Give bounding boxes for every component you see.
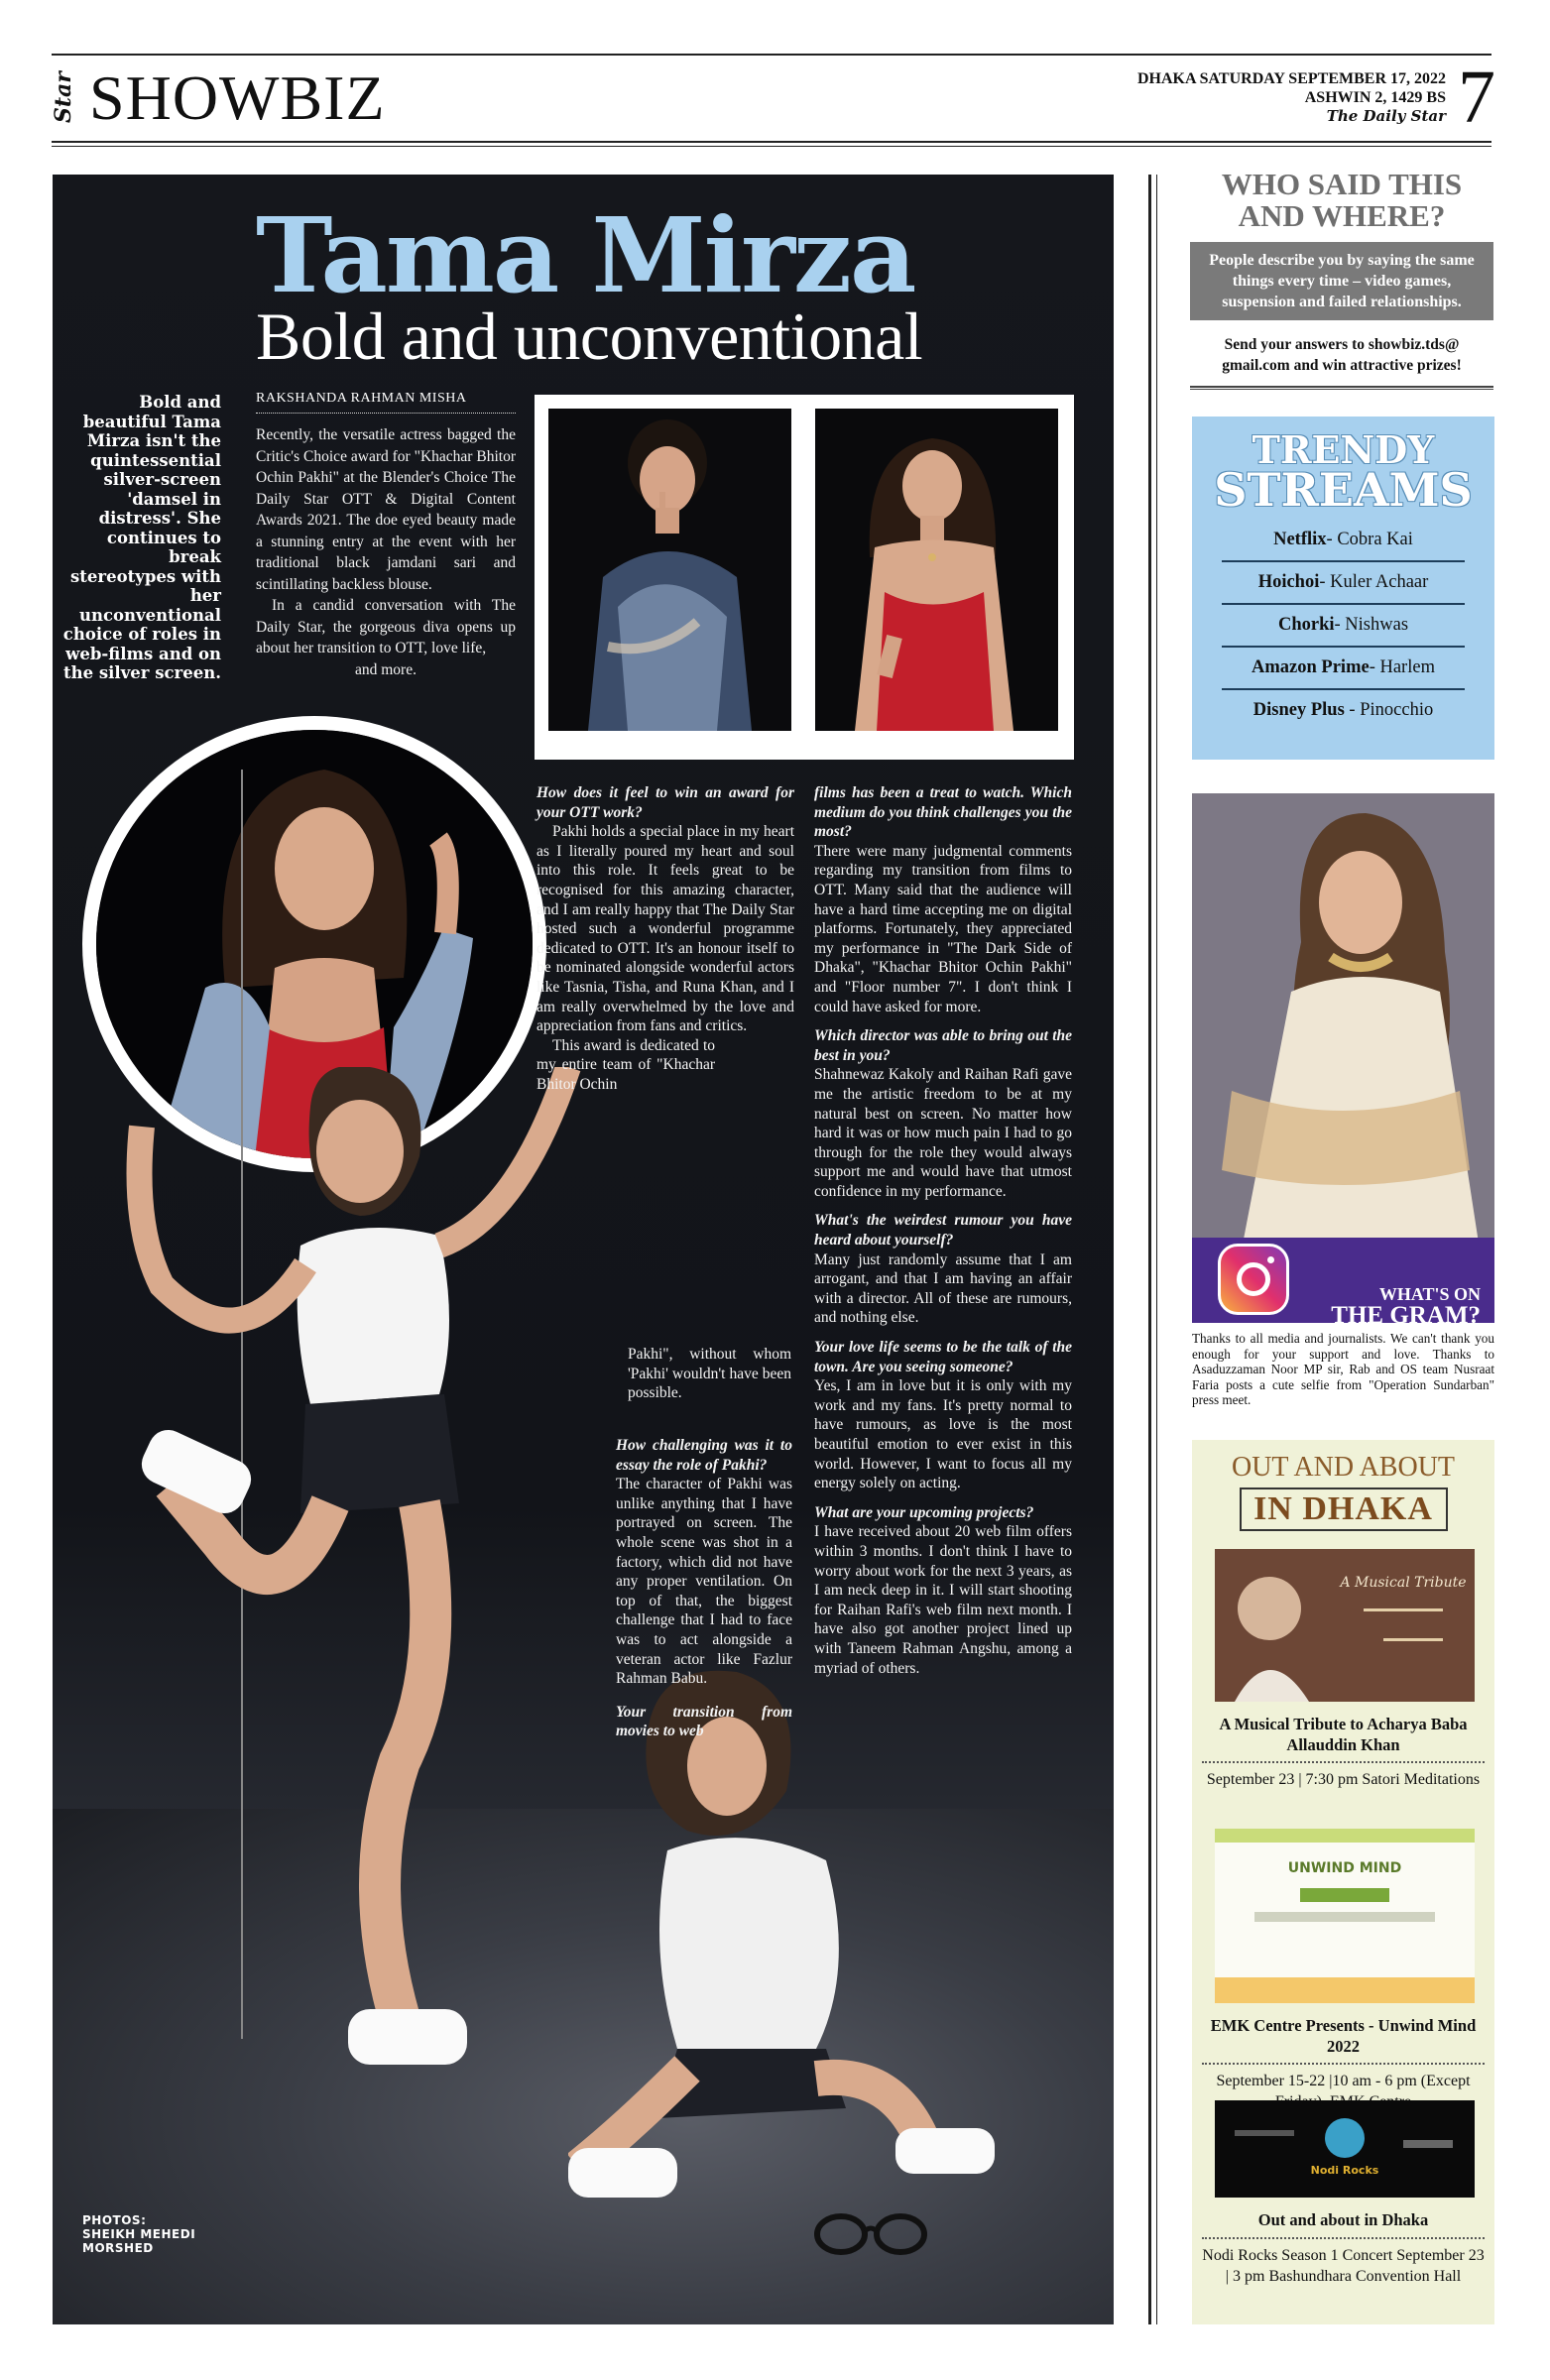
answer-3: There were many judgmental comments regarding my transition from films to OTT. Many said that the audience will have a hard time accepting me on digital platforms. Fortunately, they appreciated my performance in "The Dark Side of Dhaka", "Khachar Bhitor Ochin Pakhi" and "Floor number 7". I don't think I could have asked for more. [814, 842, 1072, 1015]
trendy-streams-box [1192, 416, 1494, 760]
portrait-sari-illustration [548, 409, 791, 731]
byline: RAKSHANDA RAHMAN MISHA [256, 391, 516, 414]
event-1-title: A Musical Tribute to Acharya Baba Allauddin Khan [1219, 1715, 1468, 1754]
answer-5: Many just randomly assume that I am arrogant, and that I am having an affair with a director. All of these are rumours, and nothing else. [814, 1250, 1072, 1327]
answer-2: The character of Pakhi was unlike anything that I have portrayed on screen. The whole scene was shot in a factory, which did not have any proper ventilation. On top of that, the biggest challenge that I had to face was to act alongside a veteran actor like Fazlur Rahman Babu. [616, 1476, 792, 1688]
gram-photo-illustration [1192, 793, 1494, 1250]
masthead-bottom-rule [52, 141, 1491, 143]
out-about-title-line2: IN DHAKA [1240, 1488, 1448, 1531]
dateline [1137, 69, 1446, 126]
event-2-poster-art [1215, 1829, 1475, 2003]
intro-blurb: Bold and beautiful Tama Mirza isn't the quintessential silver-screen 'damsel in distress'. She continues to break stereotypes with her unconventional choice of roles in web-films and on the silver screen. [62, 393, 221, 682]
question-6: Your love life seems to be the talk of the town. Are you seeing someone? [814, 1339, 1072, 1375]
headline: Tama Mirza [256, 194, 915, 316]
event-3-detail: Nodi Rocks Season 1 Concert September 23 | 3 pm Bashundhara Convention Hall [1202, 2237, 1485, 2287]
sidebar-divider [1148, 175, 1151, 2324]
answer-1-part-2: This award is dedicated to my entire team of "Khachar Bhitor Ochin [537, 1036, 715, 1093]
instagram-icon [1218, 1244, 1289, 1315]
sunglasses-icon [811, 2209, 930, 2259]
stream-list [1222, 520, 1465, 731]
who-said-instructions: Send your answers to showbiz.tds@ gmail.com and win attractive prizes! [1222, 336, 1462, 374]
photo-credit-name: SHEIKH MEHEDI MORSHED [82, 2227, 196, 2255]
page-number: 7 [1458, 56, 1495, 139]
question-5: What's the weirdest rumour you have heard about yourself? [814, 1212, 1072, 1250]
who-said-quote: People describe you by saying the same things every time – video games, suspension and failed relationships. [1190, 242, 1493, 320]
trendy-title [1192, 427, 1494, 517]
subhead: Bold and unconventional [256, 298, 923, 374]
who-said-rule [1190, 386, 1493, 390]
star-logo: Star [51, 71, 76, 123]
question-7: What are your upcoming projects? [814, 1503, 1034, 1521]
paper-name: The Daily Star [1326, 107, 1446, 125]
masthead-bottom-rule-thin [52, 146, 1491, 147]
column-a-lower [616, 1436, 792, 1741]
gram-caption: Thanks to all media and journalists. We can't thank you enough for your support and love. Thanks to Asaduzzaman Noor MP sir, Rab and OS team Nusraat Faria posts a cute selfie from "Operation Sundarban" press meet. [1192, 1331, 1494, 1407]
masthead-top-rule [52, 54, 1491, 56]
question-4: Which director was able to bring out the best in you? [814, 1027, 1072, 1064]
intro-paragraph-1: Recently, the versatile actress bagged the Critic's Choice award for "Khachar Bhitor Ochin Pakhi" at the Blender's Choice The Daily Star OTT & Digital Content Awards 2021. The doe eyed beauty made a stunning entry at the event with her traditional black jamdani sari and scintillating backless blouse. [256, 426, 516, 593]
stream-item: Chorki- Nishwas [1222, 605, 1465, 648]
out-about-title-line1: OUT AND ABOUT [1231, 1452, 1456, 1483]
stream-item: Amazon Prime- Harlem [1222, 648, 1465, 690]
gram-heading: WHAT'S ON THE GRAM? [1331, 1284, 1481, 1323]
answer-6: Yes, I am in love but it is only with my work and my fans. It's pretty normal to have rumours, as love is the most beautiful emotion to ever exist in this world. However, I want to focus all my energy solely on acting. [814, 1377, 1072, 1492]
event-1-detail: September 23 | 7:30 pm Satori Meditations [1202, 1761, 1485, 1790]
portrait-photo-red-dress [815, 409, 1058, 731]
who-said-title: WHO SAID THIS AND WHERE? [1221, 167, 1463, 233]
answer-1-part-3: Pakhi", without whom 'Pakhi' wouldn't have been possible. [628, 1346, 791, 1402]
portrait-photo-sari [548, 409, 791, 731]
feature-panel [53, 175, 1114, 2324]
whats-on-the-gram-box [1192, 793, 1494, 1323]
out-and-about-box [1192, 1440, 1494, 2324]
stream-item: Hoichoi- Kuler Achaar [1222, 562, 1465, 605]
sidebar-divider-thin [1156, 175, 1157, 2324]
event-3-poster [1215, 2100, 1475, 2198]
intro-paragraph-3: and more. [355, 660, 417, 678]
event-3-poster-text: Nodi Rocks [1310, 2164, 1379, 2177]
gram-photo [1192, 793, 1494, 1250]
question-3-part-1: Your transition from movies to web [616, 1703, 792, 1740]
column-b [814, 783, 1072, 1678]
date-text: DHAKA SATURDAY SEPTEMBER 17, 2022 [1136, 70, 1446, 87]
portrait-red-illustration [815, 409, 1058, 731]
event-1-poster-art [1215, 1549, 1475, 1702]
bangla-date: ASHWIN 2, 1429 BS [1304, 89, 1446, 106]
column-a-continued [628, 1345, 791, 1403]
column-a [537, 783, 794, 1095]
event-2-detail: September 15-22 |10 am - 6 pm (Except [1202, 2063, 1485, 2112]
who-said-this-box [1190, 169, 1493, 390]
stream-item: Netflix- Cobra Kai [1222, 520, 1465, 562]
event-1-poster-text: A Musical Tribute [1340, 1575, 1467, 1591]
gram-banner [1192, 1238, 1494, 1323]
answer-4: Shahnewaz Kakoly and Raihan Rafi gave me the artistic freedom to be at my natural best on screen. No matter how hard it was or how much pain I had to go through for the role they would always support me and would have that utmost confidence in my performance. [814, 1066, 1072, 1200]
intro-paragraph-2: In a candid conversation with The Daily Star, the gorgeous diva opens up about her transition to OTT, love life, [256, 597, 516, 656]
event-1-poster [1215, 1549, 1475, 1702]
event-2-title: EMK Centre Presents - Unwind Mind 2022 [1210, 2016, 1477, 2056]
question-3-part-2: films has been a treat to watch. Which medium do you think challenges you the most? [814, 784, 1072, 841]
event-3-poster-art [1215, 2100, 1475, 2198]
event-3-title: Out and about in Dhaka [1257, 2210, 1429, 2229]
section-title: SHOWBIZ [89, 62, 386, 133]
intro-text [256, 424, 516, 680]
trendy-title-line2: STREAMS [1214, 463, 1473, 517]
question-2: How challenging was it to essay the role of Pakhi? [616, 1437, 792, 1474]
photo-pair-frame [535, 395, 1074, 760]
photo-credit-label: PHOTOS: [82, 2213, 147, 2227]
question-1: How does it feel to win an award for your OTT work? [537, 784, 794, 821]
photo-credit [82, 2213, 211, 2255]
answer-1-part-1: Pakhi holds a special place in my heart as I literally poured my heart and soul into this role. It feels great to be recognised for this amazing character, and I am really happy that The Daily Star hosted such a wonderful programme dedicated to OTT. It's an honour itself to be nominated alongside wonderful actors like Tasnia, Tisha, and Runa Khan, and I am really overwhelmed by the love and appreciation from fans and critics. [537, 823, 794, 1035]
event-2-poster-text: UNWIND MIND [1287, 1860, 1402, 1876]
trendy-title-line1: TRENDY [1252, 427, 1435, 472]
event-2-poster [1215, 1829, 1475, 2003]
answer-7: I have received about 20 web film offers within 3 months. I don't think I have to worry about work for the next 3 years, as I am neck deep in it. I will start shooting for Raihan Rafi's web film next month. I have also got another project lined up with Taneem Rahman Angshu, among a myriad of others. [814, 1523, 1072, 1677]
stream-item: Disney Plus - Pinocchio [1252, 700, 1434, 720]
